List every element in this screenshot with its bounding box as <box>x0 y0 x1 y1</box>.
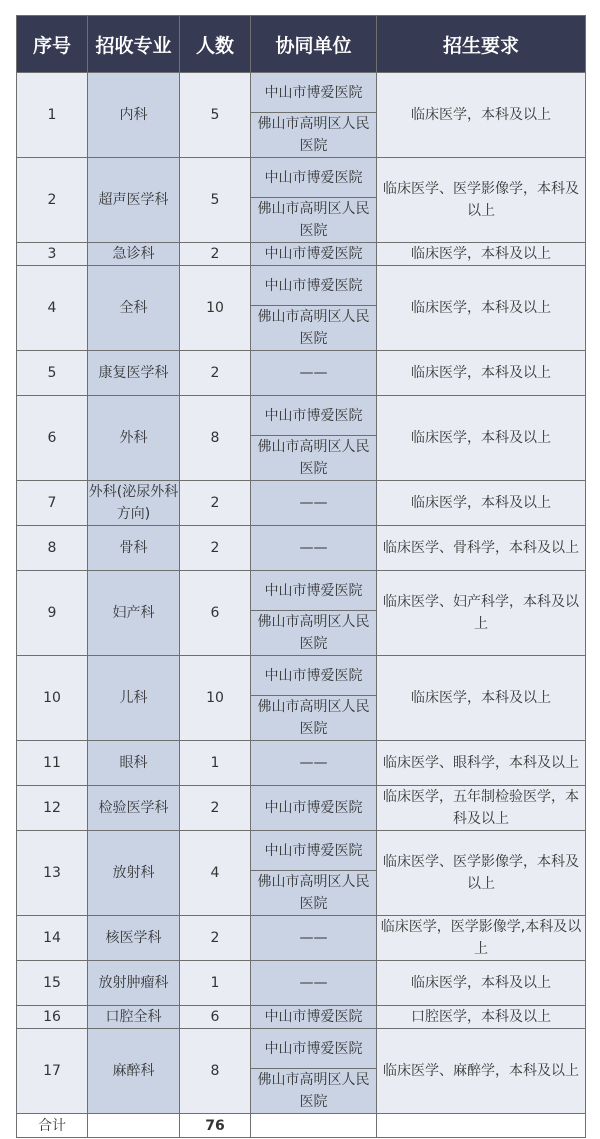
header-units: 协同单位 <box>251 16 377 73</box>
row-count: 5 <box>180 158 251 243</box>
header-requirements: 招生要求 <box>377 16 586 73</box>
table-row <box>17 73 586 158</box>
row-unit-name: 中山市博爱医院 <box>264 800 363 816</box>
table-row <box>17 158 586 243</box>
row-unit-name: —— <box>299 975 328 991</box>
row-units <box>251 73 377 158</box>
row-major: 骨科 <box>88 526 180 571</box>
row-unit-name: 中山市博爱医院 <box>264 277 363 294</box>
row-count: 4 <box>180 831 251 916</box>
row-count: 5 <box>180 73 251 158</box>
row-major: 儿科 <box>88 656 180 741</box>
header-index: 序号 <box>17 16 88 73</box>
row-index: 15 <box>17 961 88 1006</box>
row-unit-name: 佛山市高明区人民医院 <box>251 305 376 350</box>
row-index: 2 <box>17 158 88 243</box>
row-units <box>251 526 377 571</box>
row-unit-name: 中山市博爱医院 <box>264 169 363 186</box>
row-requirements: 临床医学，本科及以上 <box>377 243 586 266</box>
row-major: 妇产科 <box>88 571 180 656</box>
row-count: 8 <box>180 396 251 481</box>
row-major: 眼科 <box>88 741 180 786</box>
row-count: 1 <box>180 741 251 786</box>
row-major: 放射肿瘤科 <box>88 961 180 1006</box>
row-requirements: 临床医学，医学影像学,本科及以上 <box>377 916 586 961</box>
row-units <box>251 741 377 786</box>
row-requirements: 临床医学，本科及以上 <box>377 396 586 481</box>
row-major: 急诊科 <box>88 243 180 266</box>
row-major: 超声医学科 <box>88 158 180 243</box>
row-requirements: 临床医学、医学影像学，本科及以上 <box>377 158 586 243</box>
row-requirements: 临床医学、骨科学，本科及以上 <box>377 526 586 571</box>
row-units <box>251 831 377 916</box>
table-row <box>17 831 586 916</box>
row-units <box>251 786 377 831</box>
row-unit-name: 佛山市高明区人民医院 <box>251 112 376 157</box>
row-unit-name: 佛山市高明区人民医院 <box>251 1068 376 1113</box>
row-index: 10 <box>17 656 88 741</box>
row-requirements: 临床医学、眼科学，本科及以上 <box>377 741 586 786</box>
row-count: 2 <box>180 526 251 571</box>
row-index: 6 <box>17 396 88 481</box>
row-requirements: 临床医学、麻醉学，本科及以上 <box>377 1029 586 1114</box>
row-major: 康复医学科 <box>88 351 180 396</box>
row-index: 7 <box>17 481 88 526</box>
row-count: 2 <box>180 243 251 266</box>
table-row <box>17 961 586 1006</box>
row-count: 1 <box>180 961 251 1006</box>
table-row <box>17 1006 586 1029</box>
row-units <box>251 266 377 351</box>
row-requirements: 临床医学，本科及以上 <box>377 961 586 1006</box>
row-units <box>251 396 377 481</box>
row-unit-name: 中山市博爱医院 <box>264 582 363 599</box>
row-units <box>251 351 377 396</box>
row-requirements: 临床医学，本科及以上 <box>377 656 586 741</box>
row-index: 13 <box>17 831 88 916</box>
table-row <box>17 571 586 656</box>
row-unit-name: 中山市博爱医院 <box>264 667 363 684</box>
row-count: 2 <box>180 786 251 831</box>
row-unit-name: —— <box>299 755 328 771</box>
row-requirements: 临床医学、妇产科学，本科及以上 <box>377 571 586 656</box>
recruitment-table <box>16 15 586 1138</box>
row-unit-name: 中山市博爱医院 <box>264 84 363 101</box>
row-units <box>251 656 377 741</box>
row-unit-name: 中山市博爱医院 <box>264 246 363 262</box>
row-major: 外科 <box>88 396 180 481</box>
table-row <box>17 916 586 961</box>
row-units <box>251 961 377 1006</box>
row-count: 10 <box>180 656 251 741</box>
table-row <box>17 741 586 786</box>
row-unit-name: 佛山市高明区人民医院 <box>251 870 376 915</box>
row-unit-name: 中山市博爱医院 <box>264 1040 363 1057</box>
row-major: 口腔全科 <box>88 1006 180 1029</box>
row-unit-name: —— <box>299 540 328 556</box>
row-unit-name: 中山市博爱医院 <box>264 842 363 859</box>
total-units-empty <box>251 1114 377 1138</box>
row-unit-name: 佛山市高明区人民医院 <box>251 610 376 655</box>
row-units <box>251 243 377 266</box>
row-units <box>251 916 377 961</box>
row-requirements: 口腔医学，本科及以上 <box>377 1006 586 1029</box>
row-major: 外科(泌尿外科方向) <box>88 481 180 526</box>
table-row <box>17 481 586 526</box>
row-major: 核医学科 <box>88 916 180 961</box>
row-unit-name: 中山市博爱医院 <box>264 1009 363 1025</box>
row-count: 2 <box>180 351 251 396</box>
row-index: 14 <box>17 916 88 961</box>
row-unit-name: —— <box>299 365 328 381</box>
row-major: 检验医学科 <box>88 786 180 831</box>
row-units <box>251 481 377 526</box>
header-row <box>17 16 586 73</box>
header-count: 人数 <box>180 16 251 73</box>
row-count: 6 <box>180 1006 251 1029</box>
table-row <box>17 243 586 266</box>
total-major-empty <box>88 1114 180 1138</box>
row-index: 1 <box>17 73 88 158</box>
total-row <box>17 1114 586 1138</box>
row-index: 4 <box>17 266 88 351</box>
row-index: 8 <box>17 526 88 571</box>
row-index: 11 <box>17 741 88 786</box>
total-count: 76 <box>180 1114 251 1138</box>
table-row <box>17 396 586 481</box>
row-requirements: 临床医学，本科及以上 <box>377 351 586 396</box>
row-requirements: 临床医学，本科及以上 <box>377 481 586 526</box>
row-major: 全科 <box>88 266 180 351</box>
header-major: 招收专业 <box>88 16 180 73</box>
row-index: 17 <box>17 1029 88 1114</box>
row-unit-name: 佛山市高明区人民医院 <box>251 695 376 740</box>
row-units <box>251 1006 377 1029</box>
row-units <box>251 1029 377 1114</box>
row-requirements: 临床医学、医学影像学，本科及以上 <box>377 831 586 916</box>
table-row <box>17 266 586 351</box>
row-count: 2 <box>180 481 251 526</box>
row-index: 3 <box>17 243 88 266</box>
table-row <box>17 1029 586 1114</box>
row-index: 12 <box>17 786 88 831</box>
row-unit-name: —— <box>299 495 328 511</box>
table-row <box>17 526 586 571</box>
row-count: 10 <box>180 266 251 351</box>
row-major: 放射科 <box>88 831 180 916</box>
total-req-empty <box>377 1114 586 1138</box>
row-count: 2 <box>180 916 251 961</box>
row-index: 5 <box>17 351 88 396</box>
row-index: 16 <box>17 1006 88 1029</box>
row-unit-name: —— <box>299 930 328 946</box>
row-requirements: 临床医学，本科及以上 <box>377 266 586 351</box>
row-requirements: 临床医学，本科及以上 <box>377 73 586 158</box>
row-index: 9 <box>17 571 88 656</box>
row-requirements: 临床医学，五年制检验医学，本科及以上 <box>377 786 586 831</box>
row-unit-name: 中山市博爱医院 <box>264 407 363 424</box>
row-unit-name: 佛山市高明区人民医院 <box>251 197 376 242</box>
table-row <box>17 786 586 831</box>
table-row <box>17 351 586 396</box>
table-row <box>17 656 586 741</box>
row-count: 6 <box>180 571 251 656</box>
row-units <box>251 571 377 656</box>
total-label: 合计 <box>17 1114 88 1138</box>
row-count: 8 <box>180 1029 251 1114</box>
row-units <box>251 158 377 243</box>
row-unit-name: 佛山市高明区人民医院 <box>251 435 376 480</box>
row-major: 内科 <box>88 73 180 158</box>
row-major: 麻醉科 <box>88 1029 180 1114</box>
